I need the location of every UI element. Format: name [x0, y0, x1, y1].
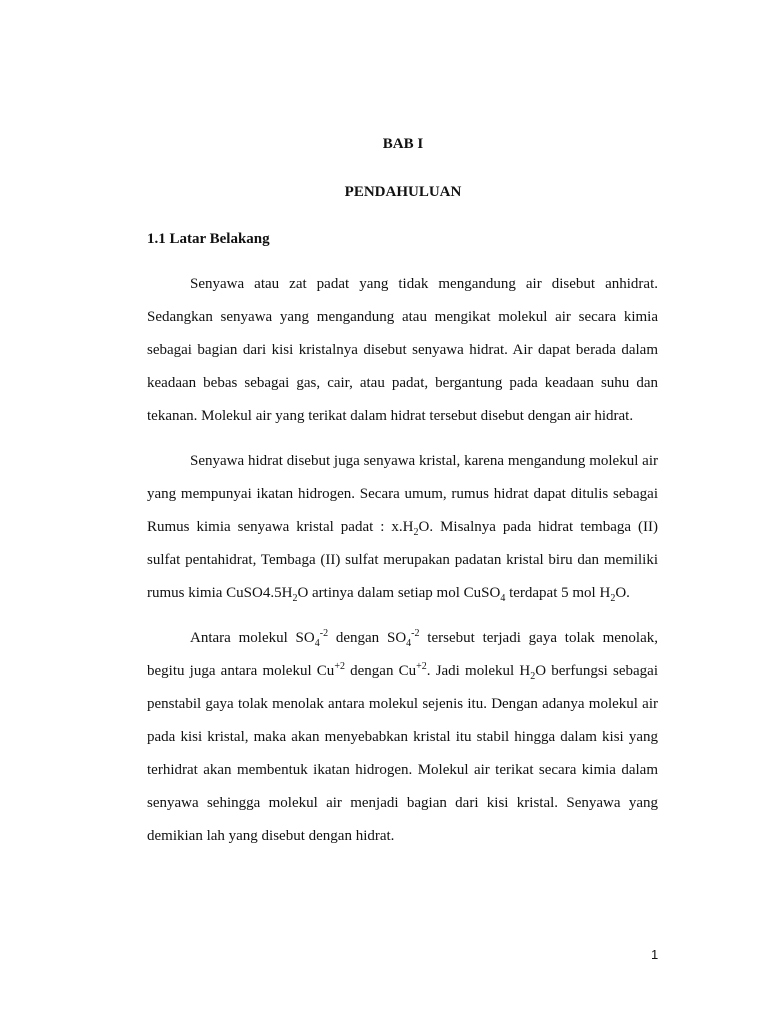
text-run: O berfungsi sebagai penstabil gaya tolak menolak antara molekul sejenis itu. Dengan adanya molekul air pada kisi kristal, maka akan menyebabkan kristal itu stabil hingga dalam kisi yang terhidrat akan membentuk ikatan hidrogen. Molekul air terikat secara kimia dalam senyawa sehingga molekul air menjadi bagian dari kisi kristal. Senyawa yang demikian lah yang disebut dengan hidrat.	[147, 663, 658, 844]
superscript: +2	[334, 661, 345, 672]
text-run: . Jadi molekul H	[426, 663, 531, 679]
chapter-title: BAB I	[382, 136, 424, 152]
page-number: 1	[651, 947, 659, 962]
superscript: -2	[319, 628, 329, 639]
chapter-heading: PENDAHULUAN	[344, 184, 462, 200]
text-run: dengan Cu	[344, 663, 417, 679]
superscript: +2	[416, 661, 427, 672]
text-run: dengan SO	[328, 630, 407, 646]
text-run: Senyawa hidrat disebut juga senyawa kristal, karena mengandung molekul air yang mempunyai ikatan hidrogen. Secara umum, rumus hidrat dapat ditulis sebagai Rumus kimia senyawa kristal padat : x.H	[147, 453, 658, 535]
subscript: 2	[530, 671, 536, 682]
subscript: 2	[292, 593, 298, 604]
paragraph-2	[147, 445, 658, 610]
text-run: O.	[615, 585, 630, 601]
paragraph-1: Senyawa atau zat padat yang tidak mengandung air disebut anhidrat. Sedangkan senyawa yang mengandung atau mengikat molekul air secara kimia sebagai bagian dari kisi kristalnya disebut senyawa hidrat. Air dapat berada dalam keadaan bebas sebagai gas, cair, atau padat, bergantung pada keadaan suhu dan tekanan. Molekul air yang terikat dalam hidrat tersebut disebut dengan air hidrat.	[147, 276, 658, 424]
text-run: O. Misalnya pada hidrat tembaga (II) sulfat pentahidrat, Tembaga (II) sulfat merupakan padatan kristal biru dan memiliki rumus kimia CuSO4.5H	[147, 519, 658, 601]
section-heading: 1.1 Latar Belakang	[147, 231, 270, 247]
text-run: tersebut terjadi gaya tolak menolak, begitu juga antara molekul Cu	[147, 630, 658, 679]
paragraph-3	[147, 622, 658, 853]
subscript: 2	[610, 593, 616, 604]
text-run: O artinya dalam setiap mol CuSO	[297, 585, 501, 601]
body-text	[147, 268, 658, 865]
text-run: Antara molekul SO	[190, 630, 315, 646]
subscript: 4	[314, 638, 320, 649]
subscript: 4	[406, 638, 412, 649]
subscript: 4	[500, 593, 506, 604]
subscript: 2	[413, 527, 419, 538]
superscript: -2	[411, 628, 420, 639]
text-run: terdapat 5 mol H	[505, 585, 611, 601]
